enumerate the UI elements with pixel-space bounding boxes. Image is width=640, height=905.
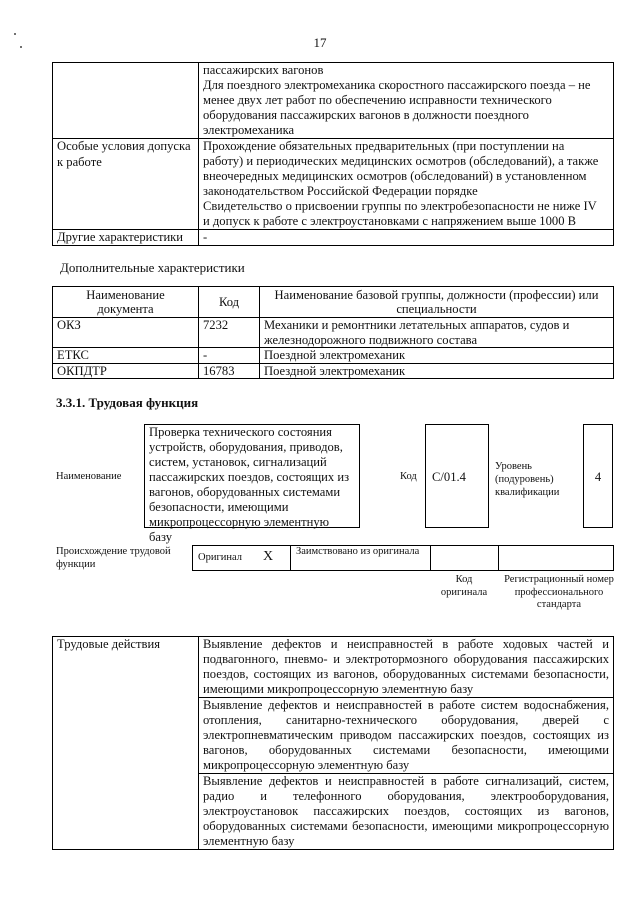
text-line: электромеханика (203, 123, 295, 137)
table-row (53, 348, 614, 364)
text-line: Свидетельство о присвоении группы по электробезопасности не ниже IV (203, 199, 597, 213)
scan-dot (14, 33, 16, 35)
text-line: и допуск к работе с электроустановками с напряжением выше 1000 В (203, 214, 577, 228)
text-line: Прохождение обязательных предварительных (при поступлении на (203, 139, 565, 153)
page-number: 17 (313, 35, 327, 50)
original-label: Оригинал (198, 552, 242, 563)
function-code-box: С/01.4 (425, 424, 489, 528)
additional-title: Дополнительные характеристики (60, 260, 245, 275)
name-cell: Поездной электромеханик (260, 348, 614, 364)
name-label: Наименование (56, 471, 122, 482)
name-cell: Поездной электромеханик (260, 363, 614, 379)
labor-actions-table (52, 636, 614, 850)
original-mark: X (263, 549, 274, 564)
row-value (199, 63, 614, 139)
labor-action-text: Выявление дефектов и неисправностей в работе ходовых частей и подвагонного, пневмо- и электротормозного оборудования пассажирских поездов, состоящих из вагонов, оборудованных системами безопасности, имеющими микропроцессорную элементную базу (203, 637, 609, 696)
table-row (53, 318, 614, 348)
text-line: внеочередных медицинских осмотров (обследований) в установленном (203, 169, 587, 183)
code-cell: 16783 (199, 363, 260, 379)
labor-action-item (199, 698, 614, 774)
header-doc: Наименование документа (53, 287, 199, 318)
text-line: законодательством Российской Федерации порядке (203, 184, 478, 198)
row-label: Особые условия допуска к работе (53, 139, 199, 230)
doc-cell: ОКПДТР (53, 363, 199, 379)
scan-dot (20, 46, 22, 48)
level-label: Уровень (подуровень) квалификации (495, 461, 560, 498)
labor-action-item (199, 637, 614, 698)
text-line: Для поездного электромеханика скоростного пассажирского поезда – не (203, 78, 591, 92)
row-value: - (199, 230, 614, 246)
name-cell: Механики и ремонтники летательных аппаратов, судов и железнодорожного подвижного состава (260, 318, 614, 348)
section-title: 3.3.1. Трудовая функция (56, 395, 199, 410)
origin-label: Происхождение трудовой функции (56, 546, 171, 570)
divider (290, 545, 291, 571)
reg-number-label: Регистрационный номер профессионального стандарта (504, 574, 614, 610)
table-header-row (53, 287, 614, 318)
additional-table (52, 286, 614, 379)
text-line: оборудования пассажирских вагонов в должности поездного (203, 108, 529, 122)
labor-action-text: Выявление дефектов и неисправностей в работе систем водоснабжения, отопления, санитарно-технического оборудования, дверей с электропневматическим приводом пассажирских поездов, состоящих из вагонов, оборудованных системами безопасности, имеющими микропроцессорную элементную базу (203, 698, 609, 772)
table-row (53, 363, 614, 379)
text-line: работу) и периодических медицинских осмотров (обследований), а также (203, 154, 599, 168)
row-label (53, 63, 199, 139)
divider (430, 545, 431, 571)
table-row (53, 637, 614, 698)
text-line: пассажирских вагонов (203, 63, 324, 77)
labor-action-item (199, 774, 614, 850)
divider (498, 545, 499, 571)
code-original-label: Код оригинала (440, 574, 488, 598)
function-name-box: Проверка технического состояния устройств, оборудования, приводов, систем, установок, сигнализаций пассажирских поездов, состоящих из вагонов, оборудованных системами безопасности, имеющими микропроцессорную элементную базу (144, 424, 360, 528)
table-row (53, 63, 614, 139)
row-label: Другие характеристики (53, 230, 199, 246)
header-code: Код (199, 287, 260, 318)
header-name: Наименование базовой группы, должности (профессии) или специальности (260, 287, 614, 318)
doc-cell: ОКЗ (53, 318, 199, 348)
table-row (53, 139, 614, 230)
doc-cell: ЕТКС (53, 348, 199, 364)
row-value (199, 139, 614, 230)
table-row (53, 230, 614, 246)
labor-action-text: Выявление дефектов и неисправностей в работе сигнализаций, систем, радио и телефонного оборудования, электрооборудования, электроустановок пассажирских поездов, состоящих из вагонов, оборудованных системами безопасности, имеющими микропроцессорную элементную базу (203, 774, 609, 848)
code-cell: - (199, 348, 260, 364)
text-line: менее двух лет работ по обеспечению исправности технического (203, 93, 552, 107)
borrowed-label: Заимствовано из оригинала (296, 546, 420, 557)
level-value-box: 4 (583, 424, 613, 528)
code-label: Код (400, 471, 417, 482)
qualification-table (52, 62, 614, 246)
labor-actions-label: Трудовые действия (53, 637, 199, 850)
code-cell: 7232 (199, 318, 260, 348)
